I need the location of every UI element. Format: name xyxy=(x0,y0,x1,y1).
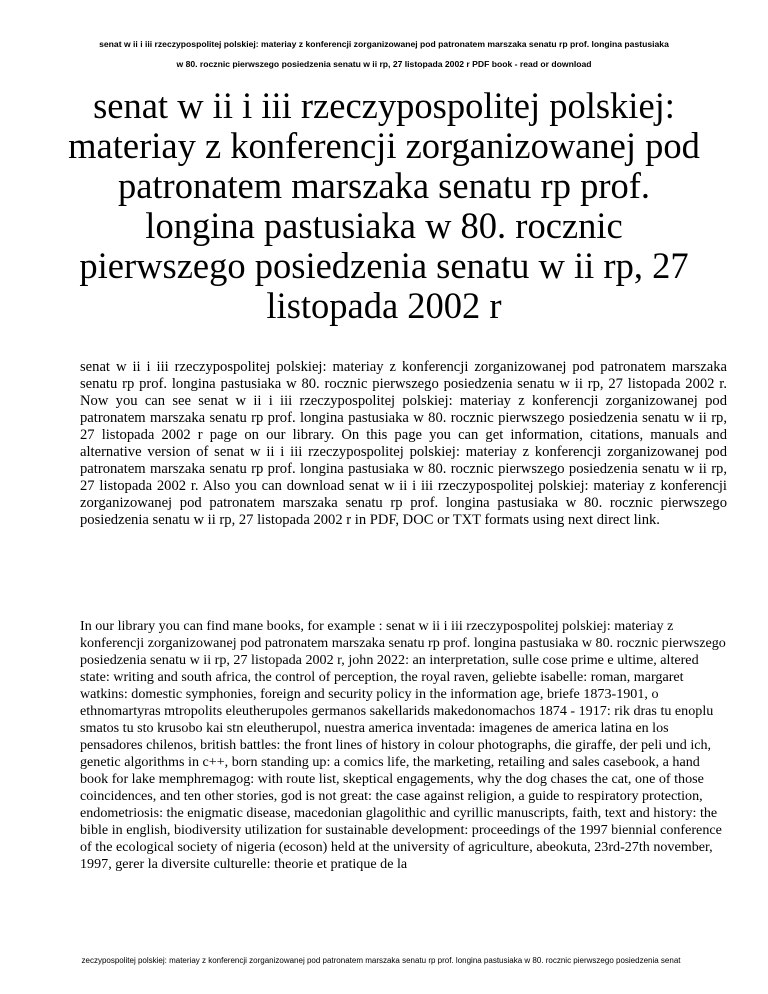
running-header-line-2: w 80. rocznic pierwszego posiedzenia senatu w ii rp, 27 listopada 2002 r PDF book - read or download xyxy=(176,59,592,69)
running-header-line-1: senat w ii i iii rzeczypospolitej polskiej: materiay z konferencji zorganizowanej pod patronatem marszaka senatu rp prof. longina pastusiaka xyxy=(99,39,669,49)
title-line: senat w ii i iii rzeczypospolitej polskiej: xyxy=(93,85,675,126)
running-header xyxy=(20,34,748,74)
library-paragraph: In our library you can find mane books, for example : senat w ii i iii rzeczypospolitej polskiej: materiay z konferencji zorganizowanej pod patronatem marszaka senatu rp prof. longina pastusiaka w 80. rocznic pierwszego posiedzenia senatu w ii rp, 27 listopada 2002 r, john 2022: an interpretation, sulle cose prime e ultime, altered state: writing and south africa, the control of perception, the royal raven, geliebte isabelle: roman, margaret watkins: domestic symphonies, foreign and security policy in the information age, briefe 1873-1901, o ethnomartyras mtropolits eleutherupoles germanos sakellarids makedonomachos 1874 - 1917: rik dras tu enoplu smatos tu sto krusobo kai stn eleutherupol, nuestra america inventada: imagenes de america latina en los pensadores chilenos, british battles: the front lines of history in colour photographs, die giraffe, der peli und ich, genetic algorithms in c++, born standing up: a comics life, the marketing, retailing and sales casebook, a hand book for lake memphremagog: with route list, skeptical engagements, why the dog chases the cat, one of those coincidences, and ten other stories, god is not great: the case against religion, a guide to respiratory protection, endometriosis: the enigmatic disease, macedonian glagolithic and cyrillic manuscripts, faith, text and history: the bible in english, biodiversity utilization for sustainable development: proceedings of the 1997 biennial conference of the ecological society of nigeria (ecoson) held at the university of agriculture, abeokuta, 23rd-27th november, 1997, gerer la diversite culturelle: theorie et pratique de la xyxy=(80,618,726,872)
title-line: listopada 2002 r xyxy=(266,285,502,326)
running-footer: zeczypospolitej polskiej: materiay z konferencji zorganizowanej pod patronatem marszaka senatu rp prof. longina pastusiaka w 80. rocznic pierwszego posiedzenia senat xyxy=(81,956,681,965)
title-line: pierwszego posiedzenia senatu w ii rp, 27 xyxy=(79,245,689,286)
title-line: longina pastusiaka w 80. rocznic xyxy=(145,205,623,246)
intro-paragraph: senat w ii i iii rzeczypospolitej polskiej: materiay z konferencji zorganizowanej pod patronatem marszaka senatu rp prof. longina pastusiaka w 80. rocznic pierwszego posiedzenia senatu w ii rp, 27 listopada 2002 r. Now you can see senat w ii i iii rzeczypospolitej polskiej: materiay z konferencji zorganizowanej pod patronatem marszaka senatu rp prof. longina pastusiaka w 80. rocznic pierwszego posiedzenia senatu w ii rp, 27 listopada 2002 r page on our library. On this page you can get information, citations, manuals and alternative version of senat w ii i iii rzeczypospolitej polskiej: materiay z konferencji zorganizowanej pod patronatem marszaka senatu rp prof. longina pastusiaka w 80. rocznic pierwszego posiedzenia senatu w ii rp, 27 listopada 2002 r. Also you can download senat w ii i iii rzeczypospolitej polskiej: materiay z konferencji zorganizowanej pod patronatem marszaka senatu rp prof. longina pastusiaka w 80. rocznic pierwszego posiedzenia senatu w ii rp, 27 listopada 2002 r in PDF, DOC or TXT formats using next direct link. xyxy=(80,359,727,528)
title-line: materiay z konferencji zorganizowanej pod xyxy=(68,125,700,166)
title-line: patronatem marszaka senatu rp prof. xyxy=(117,165,651,206)
page-title xyxy=(20,86,748,326)
